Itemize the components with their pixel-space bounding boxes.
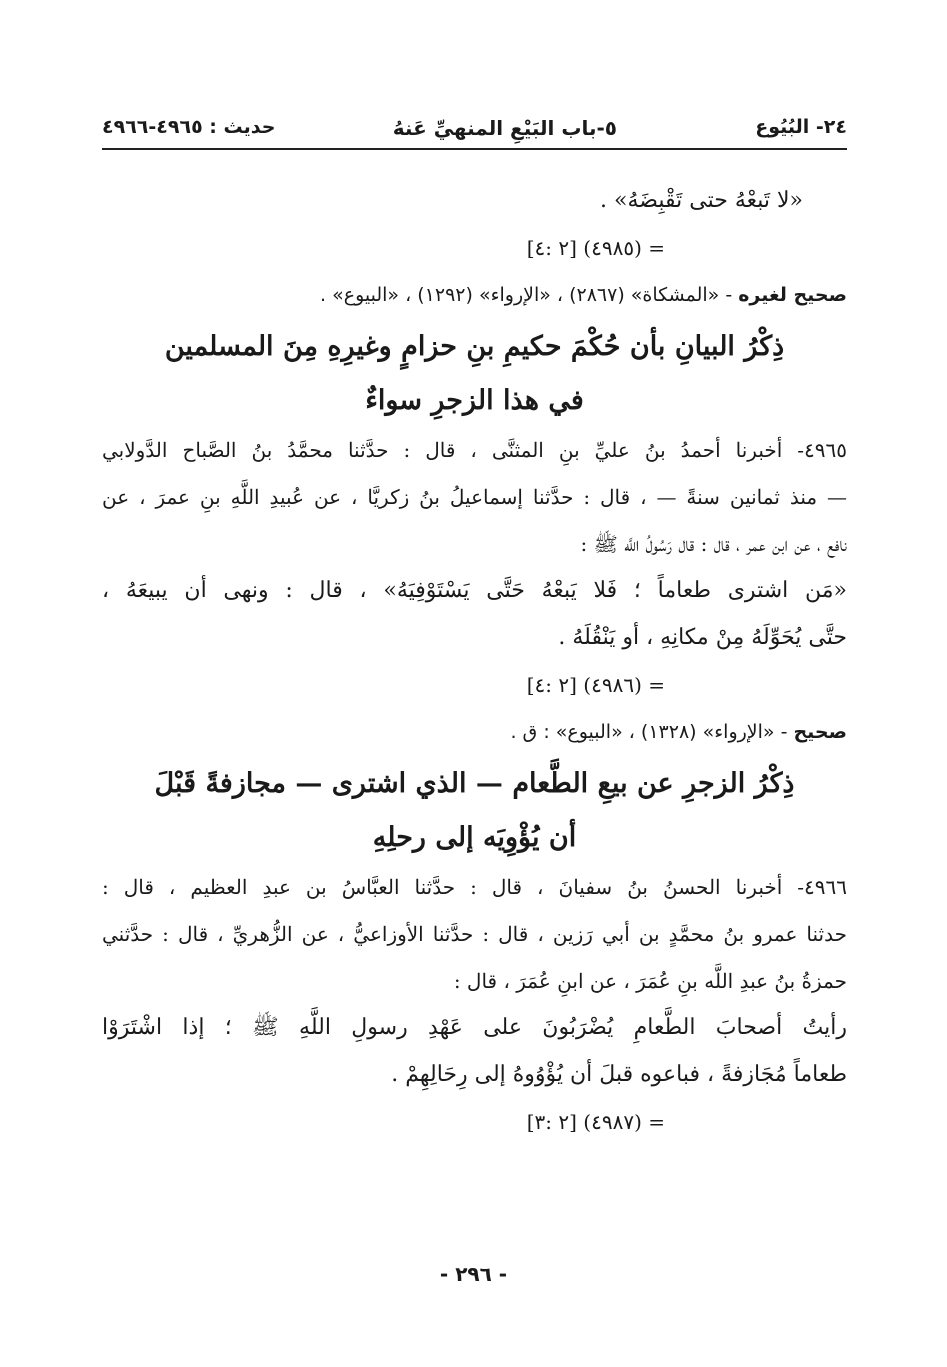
isnad-line: حدثنا عمرو بنُ محمَّدٍ بن أبي رَزين ، قال : حدَّثنا الأوزاعيُّ ، عن الزُّهريِّ ، قال : حدَّثني (102, 922, 847, 946)
grading-sources: - «الإرواء» (١٣٢٨) ، «البيوع» : ق . (510, 721, 794, 743)
hadith-4966 (102, 872, 847, 1137)
chapter-heading-line: ذِكْرُ البيانِ بأن حُكْمَ حكيمِ بنِ حزامٍ وغيرِهِ مِنَ المسلمين (164, 331, 785, 362)
isnad-line: حمزةُ بنُ عبدِ اللَّه بنِ عُمَرَ ، عن ابنِ عُمَرَ ، قال : (453, 969, 847, 993)
header-chapter-title: ٥-باب البَيْعِ المنهيِّ عَنهُ (392, 116, 617, 140)
matn-line: طعاماً مُجَازفةً ، فباعوه قبلَ أن يُؤْوُوهُ إلى رِحَالِهِمْ . (391, 1062, 847, 1087)
isnad-line: ٤٩٦٥- أخبرنا أحمدُ بنُ عليِّ بنِ المثنَّى ، قال : حدَّثنا محمَّدُ بنُ الصَّباح الدَّولابي (102, 438, 847, 462)
chapter-heading (102, 764, 847, 858)
running-header (102, 112, 847, 150)
header-hadith-range: حديث : ٤٩٦٥-٤٩٦٦ (102, 116, 276, 138)
isnad-line: — منذ ثمانين سنةً — ، قال : حدَّثنا إسماعيلُ بنُ زكريَّا ، عن عُبيدِ اللَّهِ بنِ عمرَ ، عن (102, 485, 847, 509)
isnad-line: ٤٩٦٦- أخبرنا الحسنُ بنُ سفيانَ ، قال : حدَّثنا العبَّاسُ بن عبدِ العظيم ، قال : (102, 875, 847, 899)
grading-label: صحيح لغيره (738, 284, 847, 306)
header-book-title: ٢٤- البُيُوع (755, 116, 847, 138)
grading-sources: - «المشكاة» (٢٨٦٧) ، «الإرواء» (١٢٩٢) ، «البيوع» . (320, 284, 739, 306)
hadith-grading (102, 717, 847, 747)
hadith-reference: = (٤٩٨٦) [٢ :٤] (526, 673, 665, 697)
chapter-heading-line: في هذا الزجرِ سواءٌ (365, 385, 584, 416)
chapter-heading (102, 327, 847, 421)
page-number: - ٢٩٦ - (439, 1262, 508, 1286)
matn-line: رأيتُ أصحابَ الطَّعامِ يُضْرَبُونَ على عَهْدِ رسولِ اللَّهِ ﷺ ؛ إذا اشْتَرَوْا (102, 1015, 847, 1040)
hadith-reference: = (٤٩٨٥) [٢ :٤] (526, 236, 665, 260)
hadith-4965 (102, 435, 847, 747)
chapter-heading-line: أن يُؤْوِيَه إلى رحلِهِ (372, 822, 577, 853)
isnad-line: نافع ، عن ابن عمر ، قال : قال رَسُولُ اللَّه ﷺ : (580, 532, 847, 556)
page-body (102, 186, 847, 1154)
chapter-heading-line: ذِكْرُ الزجرِ عن بيعِ الطَّعام — الذي اشترى — مجازفةً قَبْلَ (154, 768, 795, 799)
hadith-quote-end: «لا تَبعْهُ حتى تَقْبِضَهُ» . (600, 188, 803, 213)
hadith-reference: = (٤٩٨٧) [٢ :٣] (526, 1110, 665, 1134)
matn-line: حتَّى يُحَوِّلَهُ مِنْ مكانِهِ ، أو يَنْقُلَهُ . (558, 625, 847, 650)
hadith-grading (102, 280, 847, 310)
grading-label: صحيح (793, 721, 847, 743)
matn-line: «مَن اشترى طعاماً ؛ فَلا يَبعْهُ حَتَّى يَسْتَوْفِيَهُ» ، قال : ونهى أن يبيعَهُ ، (102, 578, 847, 603)
